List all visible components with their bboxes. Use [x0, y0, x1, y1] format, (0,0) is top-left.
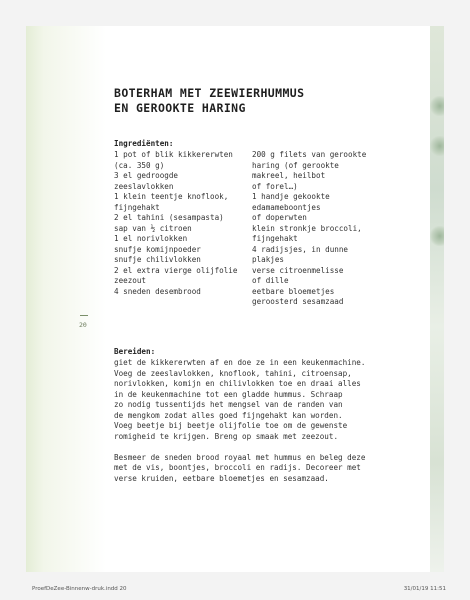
ingredients-heading: Ingrediënten: — [114, 139, 174, 148]
file-slug: ProefDeZee-Binnenw-druk.indd 20 — [32, 586, 127, 592]
ingredient-line: 1 pot of blik kikkererwten — [114, 150, 233, 159]
paragraph-gap — [114, 442, 414, 453]
ingredient-line: plakjes — [252, 255, 285, 264]
ingredient-line: edamameboontjes — [252, 202, 321, 212]
leaf-shape — [430, 96, 444, 116]
recipe-page — [26, 26, 444, 572]
ingredient-line: 2 el extra vierge olijfolie — [114, 265, 238, 275]
preparation-line: Besmeer de sneden brood royaal met hummus en beleg deze — [114, 452, 366, 462]
ingredient-line: 1 handje gekookte — [252, 192, 330, 201]
preparation-line: Voeg beetje bij beetje olijfolie toe om de gewenste — [114, 421, 348, 430]
date-slug: 31/01/19 11:51 — [403, 586, 446, 592]
ingredient-line: 3 el gedroogde — [114, 171, 179, 180]
ingredient-line: snufje chilivlokken — [114, 255, 201, 264]
ingredient-line: geroosterd sesamzaad — [252, 297, 344, 306]
ingredient-line: verse citroenmelisse — [252, 265, 344, 275]
preparation-text — [114, 358, 414, 484]
ingredient-line: sap van ½ citroen — [114, 223, 192, 233]
folio-dash — [80, 315, 88, 316]
preparation-line: norivlokken, komijn en chilivlokken toe en draai alles — [114, 379, 361, 388]
ingredient-line: zeeslavlokken — [114, 181, 174, 191]
ingredient-line: snufje komijnpoeder — [114, 244, 201, 254]
ingredient-line: 4 sneden desembrood — [114, 286, 201, 296]
ingredient-line: 1 el norivlokken — [114, 234, 188, 243]
preparation-line: de mengkom zodat alles goed fijngehakt kan worden. — [114, 410, 343, 420]
ingredients-right-column — [252, 150, 366, 308]
ingredient-line: 2 el tahini (sesampasta) — [114, 213, 224, 222]
recipe-title: BOTERHAM MET ZEEWIERHUMMUS EN GEROOKTE HARING — [114, 86, 305, 115]
ingredient-line: 4 radijsjes, in dunne — [252, 244, 349, 254]
photo-edge — [430, 26, 444, 572]
preparation-line: met de vis, boontjes, broccoli en radijs. Decoreer met — [114, 463, 361, 472]
leaf-shape — [430, 226, 444, 246]
preparation-line: verse kruiden, eetbare bloemetjes en sesamzaad. — [114, 473, 329, 483]
ingredient-line: (ca. 350 g) — [114, 160, 165, 170]
ingredient-line: of dille — [252, 276, 289, 285]
ingredient-line: of doperwten — [252, 213, 307, 222]
ingredients-left-column — [114, 150, 237, 297]
leaf-shape — [430, 136, 444, 156]
ingredient-line: fijngehakt — [252, 234, 298, 243]
ingredient-line: makreel, heilbot — [252, 171, 326, 180]
ingredient-line: 200 g filets van gerookte — [252, 150, 367, 159]
preparation-line: zo nodig tussentijds het mengsel van de randen van — [114, 400, 343, 409]
preparation-line: in de keukenmachine tot een gladde hummus. Schraap — [114, 389, 343, 399]
ingredient-line: eetbare bloemetjes — [252, 286, 335, 296]
preparation-line: romigheid te krijgen. Breng op smaak met zeezout. — [114, 431, 339, 441]
preparation-line: Voeg de zeeslavlokken, knoflook, tahini, citroensap, — [114, 368, 352, 378]
page-number: 20 — [79, 321, 87, 329]
preparation-line: giet de kikkererwten af en doe ze in een keukenmachine. — [114, 358, 366, 367]
ingredient-line: zeezout — [114, 276, 147, 285]
ingredient-line: haring (of gerookte — [252, 160, 339, 170]
ingredient-line: fijngehakt — [114, 202, 160, 212]
ingredient-line: 1 klein teentje knoflook, — [114, 192, 229, 201]
preparation-heading: Bereiden: — [114, 347, 156, 356]
ingredient-line: klein stronkje broccoli, — [252, 223, 362, 233]
ingredient-line: of forel…) — [252, 181, 298, 191]
